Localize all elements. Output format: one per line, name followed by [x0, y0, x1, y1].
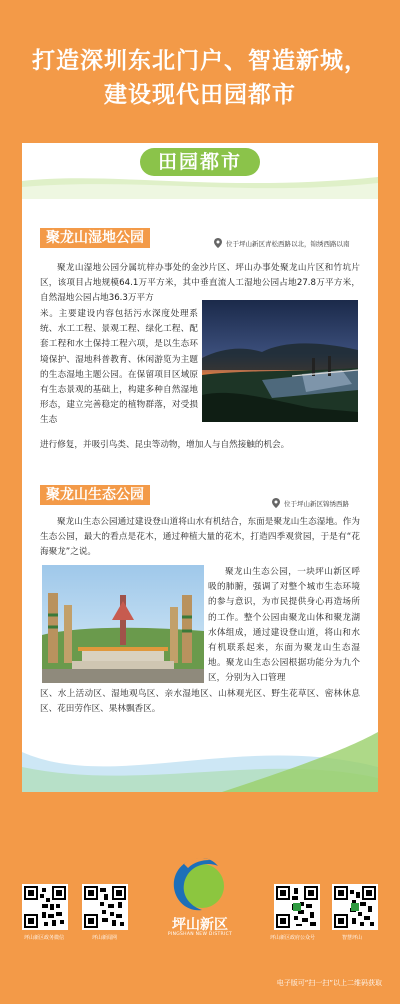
location-pin-icon — [214, 238, 222, 248]
footer-wave-decoration — [22, 712, 378, 792]
footer-note: 电子版可“扫一扫”以上二维码获取 — [276, 979, 382, 987]
wetland-tail-text: 进行修复，并吸引鸟类、昆虫等动物，增加人与自然接触的机会。 — [40, 440, 290, 450]
logo-subtext: PINGSHAN NEW DISTRICT — [167, 932, 233, 937]
wetland-side-text: 米。主要建设内容包括污水深度处理系统、水工工程、景观工程、绿化工程、配套工程和水土保持工程六项，是以生态环境保护、湿地科普教育、休闲游览为主题的生态湿地主题公园。在保留项目区域原有生态景观的基础上，构建多种自然湿地形态，建立完善稳定的植物群落，对受损生态 — [40, 309, 198, 426]
qr-code-news[interactable] — [82, 884, 128, 930]
qr-label-smart-pingshan: 智慧坪山 — [342, 935, 363, 941]
ecological-side-text: 聚龙山生态公园，一块坪山新区呼吸的肺腑，强调了对整个城市生态环境的参与意识，为市民提供身心再造场所的工作。整个公园由聚龙山体和聚龙湖水体组成，通过建设登山道，将山和水有机联系起来，东面为聚龙山生态湿地。聚龙山生态公园根据功能分为九个区，分别为入口管理 — [208, 567, 360, 684]
qr-label-gov-account: 坪山新区政府公众号 — [270, 935, 316, 941]
content-panel — [22, 143, 378, 792]
qr-code-icon — [276, 886, 318, 928]
wetland-sunset-photo — [202, 300, 358, 422]
ecological-tail-text: 区、水上活动区、湿地观鸟区、亲水湿地区、山林观光区、野生花草区、密林休息区、花田劳作区、果林飘香区。 — [40, 689, 360, 715]
qr-code-icon — [84, 886, 126, 928]
location-ecological-park — [272, 498, 349, 508]
headline — [0, 44, 400, 112]
qr-code-smart-pingshan[interactable] — [332, 884, 378, 930]
qr-code-gov-account[interactable] — [274, 884, 320, 930]
qr-code-wechat[interactable] — [22, 884, 68, 930]
panel-title: 田园都市 — [140, 148, 260, 176]
qr-code-icon — [334, 886, 376, 928]
location-text: 位于坪山新区青松西路以北，锦绣西路以南 — [226, 240, 350, 248]
location-pin-icon — [272, 498, 280, 508]
logo-text: 坪山新区 — [172, 917, 228, 933]
location-wetland-park — [214, 238, 350, 248]
qr-label-news: 坪山新闻网 — [92, 935, 118, 941]
section-title-wetland-park: 聚龙山湿地公园 — [40, 228, 150, 248]
wetland-intro-text: 聚龙山湿地公园分属坑梓办事处的金沙片区、坪山办事处聚龙山片区和竹坑片区，该项目占地规模64.1万平方米，其中垂直流人工湿地公园占地27.8万平方米，自然湿地公园占地36.3万平方 — [40, 263, 360, 304]
pingshan-logo-icon — [168, 852, 232, 916]
location-text: 位于坪山新区锦绣西路 — [284, 500, 349, 508]
ecological-intro-text: 聚龙山生态公园通过建设登山道将山水有机结合，东面是聚龙山生态湿地。作为生态公园，最大的看点是花木，通过种植大量的花木，打造四季观赏园，于是有“花海聚龙”之说。 — [40, 517, 360, 558]
wetland-photo-image — [202, 300, 358, 422]
panel-header — [22, 143, 378, 191]
section-title-ecological-park: 聚龙山生态公园 — [40, 485, 150, 505]
qr-label-wechat: 坪山新区政务微信 — [24, 935, 65, 941]
ecological-park-photo — [42, 565, 204, 683]
headline-line-1: 打造深圳东北门户、智造新城， — [32, 48, 368, 74]
qr-code-icon — [24, 886, 66, 928]
ecological-photo-image — [42, 565, 204, 683]
headline-line-2: 建设现代田园都市 — [104, 82, 296, 108]
